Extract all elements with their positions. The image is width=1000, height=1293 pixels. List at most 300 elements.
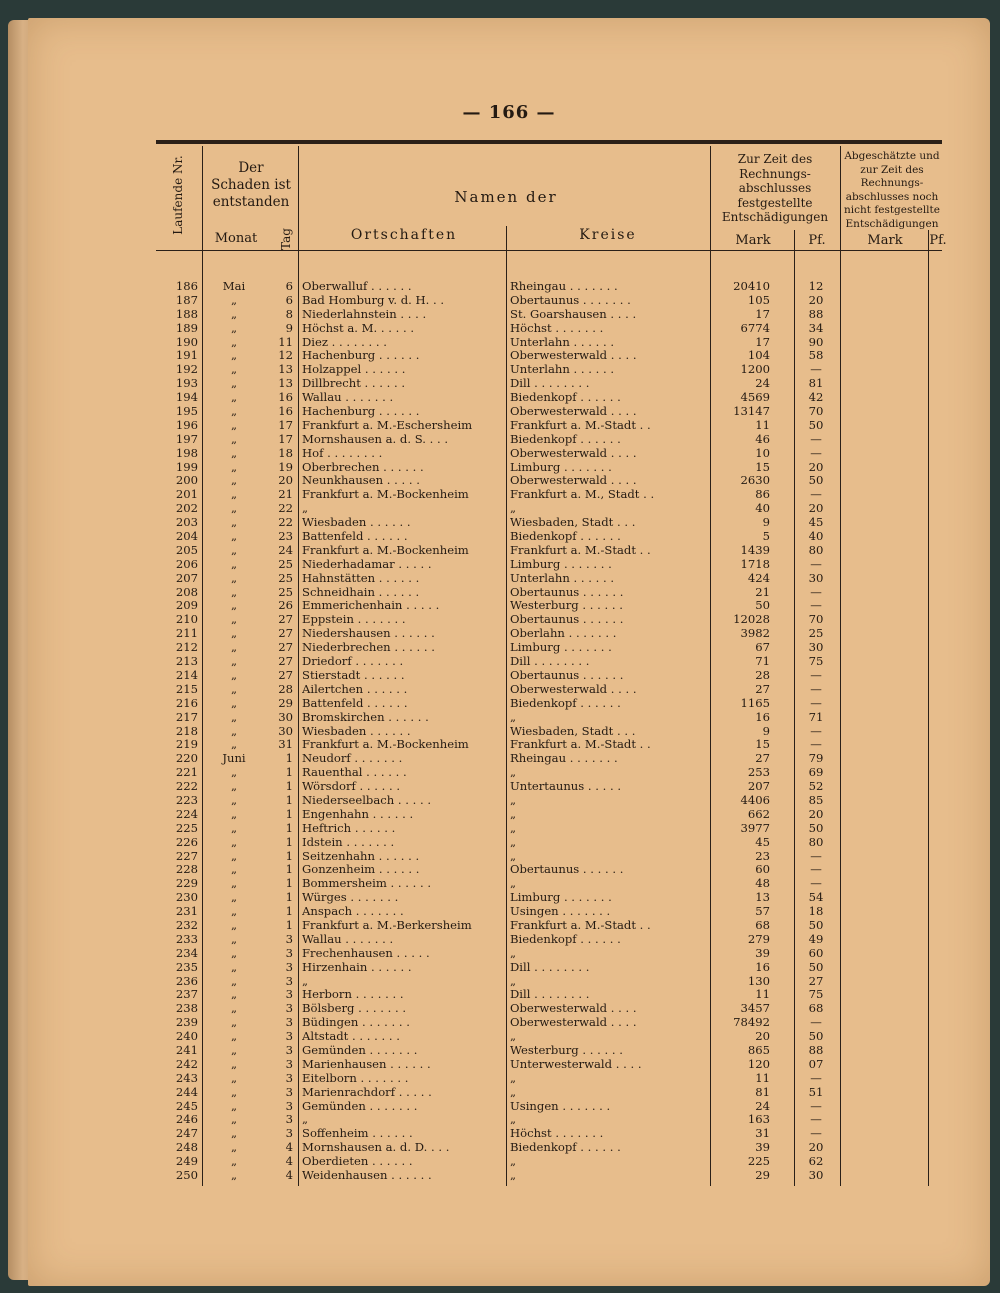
row-mark: 12028 bbox=[733, 613, 770, 627]
row-number: 215 bbox=[175, 682, 198, 696]
row-pfennig: 69 bbox=[808, 766, 824, 780]
row-district: Dill . . . . . . . . bbox=[510, 377, 590, 391]
row-town: Hachenburg . . . . . . bbox=[302, 405, 420, 419]
row-month: „ bbox=[230, 668, 237, 682]
header-districts: Kreise bbox=[579, 227, 637, 243]
table-row bbox=[156, 947, 942, 961]
row-town: Soffenheim . . . . . . bbox=[302, 1127, 413, 1141]
row-day: 25 bbox=[278, 571, 293, 585]
row-number: 223 bbox=[175, 793, 198, 807]
row-pfennig: 12 bbox=[808, 280, 824, 293]
row-day: 27 bbox=[278, 627, 293, 641]
row-mark: 11 bbox=[755, 988, 770, 1002]
row-month: „ bbox=[230, 488, 237, 502]
table-row bbox=[156, 336, 942, 350]
row-number: 227 bbox=[175, 849, 198, 863]
row-pfennig: 80 bbox=[808, 835, 824, 849]
row-town: Wallau . . . . . . . bbox=[302, 391, 394, 405]
row-mark: 424 bbox=[747, 571, 770, 585]
table-row bbox=[156, 1100, 942, 1114]
table-row bbox=[156, 711, 942, 725]
row-mark: 29 bbox=[755, 1169, 770, 1182]
row-number: 201 bbox=[175, 488, 198, 502]
row-district: Oberwesterwald . . . . bbox=[510, 405, 637, 419]
row-day: 4 bbox=[285, 1141, 293, 1155]
row-month: „ bbox=[230, 682, 237, 696]
row-district: Rheingau . . . . . . . bbox=[510, 752, 618, 766]
row-district: „ bbox=[510, 793, 517, 807]
header-names-of: Namen der bbox=[454, 188, 558, 206]
row-mark: 27 bbox=[755, 752, 770, 766]
row-town: Frankfurt a. M.-Bockenheim bbox=[302, 543, 469, 557]
row-day: 1 bbox=[285, 766, 293, 780]
row-day: 25 bbox=[278, 585, 293, 599]
row-day: 1 bbox=[285, 821, 293, 835]
row-month: Mai bbox=[222, 280, 246, 293]
row-day: 3 bbox=[285, 1085, 293, 1099]
row-pfennig: 50 bbox=[808, 418, 824, 432]
row-day: 3 bbox=[285, 1127, 293, 1141]
header-towns: Ortschaften bbox=[350, 227, 458, 243]
row-town: Neunkhausen . . . . . bbox=[302, 474, 420, 488]
table-row bbox=[156, 405, 942, 419]
row-month: „ bbox=[230, 988, 237, 1002]
row-mark: 279 bbox=[747, 932, 770, 946]
row-district: Limburg . . . . . . . bbox=[510, 641, 612, 655]
row-pfennig: — bbox=[810, 849, 822, 863]
row-number: 221 bbox=[175, 766, 198, 780]
row-district: Rheingau . . . . . . . bbox=[510, 280, 618, 293]
row-number: 246 bbox=[175, 1113, 198, 1127]
row-pfennig: 81 bbox=[808, 377, 824, 391]
header-month: Monat bbox=[214, 231, 258, 246]
row-mark: 71 bbox=[755, 655, 770, 669]
row-district: „ bbox=[510, 502, 517, 516]
row-number: 214 bbox=[175, 668, 198, 682]
row-number: 238 bbox=[175, 1002, 198, 1016]
row-pfennig: 75 bbox=[808, 988, 824, 1002]
row-month: „ bbox=[230, 293, 237, 307]
row-day: 1 bbox=[285, 752, 293, 766]
row-day: 6 bbox=[285, 293, 293, 307]
row-district: St. Goarshausen . . . . bbox=[510, 307, 637, 321]
row-pfennig: 88 bbox=[808, 307, 824, 321]
row-mark: 48 bbox=[755, 877, 770, 891]
row-day: 20 bbox=[278, 474, 293, 488]
row-town: Wallau . . . . . . . bbox=[302, 932, 394, 946]
row-town: Niederseelbach . . . . . bbox=[302, 793, 432, 807]
table-row bbox=[156, 349, 942, 363]
row-mark: 4569 bbox=[740, 391, 770, 405]
row-day: 6 bbox=[285, 280, 293, 293]
table-row bbox=[156, 627, 942, 641]
row-number: 194 bbox=[175, 391, 198, 405]
row-pfennig: 30 bbox=[808, 641, 824, 655]
table-row bbox=[156, 780, 942, 794]
row-day: 1 bbox=[285, 877, 293, 891]
row-town: Bromskirchen . . . . . . bbox=[302, 710, 429, 724]
row-day: 1 bbox=[285, 849, 293, 863]
document-page bbox=[28, 18, 990, 1286]
table-row bbox=[156, 488, 942, 502]
row-pfennig: — bbox=[810, 1099, 822, 1113]
row-district: Wiesbaden, Stadt . . . bbox=[510, 724, 636, 738]
row-number: 189 bbox=[175, 321, 198, 335]
table-row bbox=[156, 808, 942, 822]
header-estimated-compensation: Abgeschätzte und zur Zeit des Rechnungs-abschlusses noch nicht festgestellte Entschädigungen bbox=[844, 150, 940, 230]
row-number: 197 bbox=[175, 432, 198, 446]
row-district: Usingen . . . . . . . bbox=[510, 1099, 611, 1113]
row-day: 27 bbox=[278, 613, 293, 627]
row-day: 1 bbox=[285, 807, 293, 821]
table-row bbox=[156, 1016, 942, 1030]
row-number: 217 bbox=[175, 710, 198, 724]
table-row bbox=[156, 641, 942, 655]
row-town: Würges . . . . . . . bbox=[302, 891, 399, 905]
row-pfennig: 30 bbox=[808, 1169, 824, 1182]
table-row bbox=[156, 905, 942, 919]
row-pfennig: 75 bbox=[808, 655, 824, 669]
row-number: 230 bbox=[175, 891, 198, 905]
top-rule bbox=[156, 140, 942, 144]
row-district: Frankfurt a. M.-Stadt . . bbox=[510, 418, 651, 432]
row-district: Höchst . . . . . . . bbox=[510, 1127, 604, 1141]
row-month: „ bbox=[230, 1057, 237, 1071]
row-month: „ bbox=[230, 932, 237, 946]
row-district: Dill . . . . . . . . bbox=[510, 988, 590, 1002]
row-town: Gemünden . . . . . . . bbox=[302, 1099, 418, 1113]
row-day: 3 bbox=[285, 946, 293, 960]
table-row bbox=[156, 433, 942, 447]
row-town: Neudorf . . . . . . . bbox=[302, 752, 403, 766]
row-number: 222 bbox=[175, 780, 198, 794]
row-month: „ bbox=[230, 905, 237, 919]
row-month: „ bbox=[230, 557, 237, 571]
table-row bbox=[156, 516, 942, 530]
row-day: 27 bbox=[278, 655, 293, 669]
row-town: Büdingen . . . . . . . bbox=[302, 1016, 410, 1030]
row-month: „ bbox=[230, 1030, 237, 1044]
row-number: 193 bbox=[175, 377, 198, 391]
row-pfennig: — bbox=[810, 682, 822, 696]
table-row bbox=[156, 294, 942, 308]
table-row bbox=[156, 599, 942, 613]
table-row bbox=[156, 447, 942, 461]
row-month: „ bbox=[230, 655, 237, 669]
row-day: 1 bbox=[285, 891, 293, 905]
row-day: 11 bbox=[278, 335, 293, 349]
row-number: 235 bbox=[175, 960, 198, 974]
table-row bbox=[156, 933, 942, 947]
table-row bbox=[156, 891, 942, 905]
row-day: 3 bbox=[285, 1099, 293, 1113]
row-pfennig: — bbox=[810, 668, 822, 682]
row-number: 213 bbox=[175, 655, 198, 669]
row-town: Höchst a. M. . . . . . bbox=[302, 321, 415, 335]
table-row bbox=[156, 1072, 942, 1086]
row-town: Wiesbaden . . . . . . bbox=[302, 516, 411, 530]
row-day: 17 bbox=[278, 418, 293, 432]
row-district: Obertaunus . . . . . . bbox=[510, 585, 624, 599]
row-mark: 3977 bbox=[740, 821, 770, 835]
row-mark: 68 bbox=[755, 918, 770, 932]
row-district: „ bbox=[510, 1155, 517, 1169]
row-mark: 5 bbox=[762, 530, 770, 544]
row-mark: 28 bbox=[755, 668, 770, 682]
row-pfennig: 25 bbox=[808, 627, 824, 641]
row-day: 17 bbox=[278, 432, 293, 446]
row-pfennig: — bbox=[810, 863, 822, 877]
row-pfennig: 58 bbox=[808, 349, 824, 363]
row-number: 210 bbox=[175, 613, 198, 627]
row-mark: 40 bbox=[755, 502, 770, 516]
row-number: 243 bbox=[175, 1071, 198, 1085]
row-month: „ bbox=[230, 1141, 237, 1155]
row-month: „ bbox=[230, 835, 237, 849]
table-row bbox=[156, 308, 942, 322]
row-number: 205 bbox=[175, 543, 198, 557]
row-day: 9 bbox=[285, 321, 293, 335]
row-town: Rauenthal . . . . . . bbox=[302, 766, 407, 780]
table-row bbox=[156, 391, 942, 405]
table-row bbox=[156, 530, 942, 544]
row-month: „ bbox=[230, 585, 237, 599]
row-mark: 6774 bbox=[740, 321, 770, 335]
row-mark: 105 bbox=[747, 293, 770, 307]
row-district: Frankfurt a. M., Stadt . . bbox=[510, 488, 655, 502]
row-pfennig: 07 bbox=[808, 1057, 824, 1071]
row-day: 3 bbox=[285, 1113, 293, 1127]
row-month: „ bbox=[230, 738, 237, 752]
row-district: Limburg . . . . . . . bbox=[510, 557, 612, 571]
row-pfennig: 50 bbox=[808, 1030, 824, 1044]
table-row bbox=[156, 1044, 942, 1058]
row-district: Obertaunus . . . . . . bbox=[510, 863, 624, 877]
row-month: „ bbox=[230, 1099, 237, 1113]
row-month: „ bbox=[230, 891, 237, 905]
header-day: Tag bbox=[279, 228, 293, 250]
row-district: „ bbox=[510, 766, 517, 780]
row-day: 25 bbox=[278, 557, 293, 571]
row-day: 3 bbox=[285, 1030, 293, 1044]
row-mark: 46 bbox=[755, 432, 770, 446]
row-district: Frankfurt a. M.-Stadt . . bbox=[510, 543, 651, 557]
row-number: 203 bbox=[175, 516, 198, 530]
row-mark: 10 bbox=[755, 446, 770, 460]
row-month: „ bbox=[230, 807, 237, 821]
row-town: Wiesbaden . . . . . . bbox=[302, 724, 411, 738]
row-number: 226 bbox=[175, 835, 198, 849]
row-number: 216 bbox=[175, 696, 198, 710]
row-day: 30 bbox=[278, 724, 293, 738]
row-town: Gonzenheim . . . . . . bbox=[302, 863, 420, 877]
row-district: „ bbox=[510, 1085, 517, 1099]
row-month: „ bbox=[230, 391, 237, 405]
row-mark: 3457 bbox=[740, 1002, 770, 1016]
row-number: 187 bbox=[175, 293, 198, 307]
row-day: 22 bbox=[278, 516, 293, 530]
row-month: „ bbox=[230, 696, 237, 710]
row-number: 249 bbox=[175, 1155, 198, 1169]
table-row bbox=[156, 725, 942, 739]
row-district: Oberwesterwald . . . . bbox=[510, 349, 637, 363]
row-number: 198 bbox=[175, 446, 198, 460]
row-mark: 39 bbox=[755, 1141, 770, 1155]
row-month: „ bbox=[230, 974, 237, 988]
row-mark: 9 bbox=[762, 516, 770, 530]
table-row bbox=[156, 822, 942, 836]
row-district: „ bbox=[510, 946, 517, 960]
row-month: „ bbox=[230, 530, 237, 544]
row-town: Marienhausen . . . . . . bbox=[302, 1057, 431, 1071]
row-pfennig: — bbox=[810, 585, 822, 599]
row-month: „ bbox=[230, 1127, 237, 1141]
header-mark-estimated: Mark bbox=[867, 233, 903, 248]
row-town: Gemünden . . . . . . . bbox=[302, 1043, 418, 1057]
table-row bbox=[156, 1127, 942, 1141]
table-row bbox=[156, 1113, 942, 1127]
row-day: 3 bbox=[285, 1043, 293, 1057]
row-pfennig: 80 bbox=[808, 543, 824, 557]
row-mark: 17 bbox=[755, 335, 770, 349]
row-mark: 4406 bbox=[740, 793, 770, 807]
row-town: Schneidhain . . . . . . bbox=[302, 585, 420, 599]
row-mark: 225 bbox=[747, 1155, 770, 1169]
row-pfennig: 90 bbox=[808, 335, 824, 349]
row-pfennig: 20 bbox=[808, 460, 824, 474]
row-number: 236 bbox=[175, 974, 198, 988]
row-mark: 163 bbox=[747, 1113, 770, 1127]
row-town: Niederbrechen . . . . . . bbox=[302, 641, 435, 655]
table-row bbox=[156, 1169, 942, 1183]
row-month: „ bbox=[230, 1071, 237, 1085]
row-mark: 9 bbox=[762, 724, 770, 738]
row-month: „ bbox=[230, 1085, 237, 1099]
row-pfennig: 20 bbox=[808, 502, 824, 516]
table-row bbox=[156, 961, 942, 975]
table-row bbox=[156, 558, 942, 572]
row-pfennig: 68 bbox=[808, 1002, 824, 1016]
row-number: 218 bbox=[175, 724, 198, 738]
row-mark: 130 bbox=[747, 974, 770, 988]
table-row bbox=[156, 322, 942, 336]
row-town: Oberwalluf . . . . . . bbox=[302, 280, 412, 293]
row-mark: 3982 bbox=[740, 627, 770, 641]
row-mark: 50 bbox=[755, 599, 770, 613]
table-row bbox=[156, 975, 942, 989]
row-town: Anspach . . . . . . . bbox=[302, 905, 404, 919]
row-district: „ bbox=[510, 821, 517, 835]
row-number: 199 bbox=[175, 460, 198, 474]
row-district: Biedenkopf . . . . . . bbox=[510, 1141, 621, 1155]
row-number: 237 bbox=[175, 988, 198, 1002]
row-number: 232 bbox=[175, 918, 198, 932]
row-month: „ bbox=[230, 516, 237, 530]
row-number: 224 bbox=[175, 807, 198, 821]
row-pfennig: 18 bbox=[808, 905, 824, 919]
row-town: Stierstadt . . . . . . bbox=[302, 668, 405, 682]
row-day: 24 bbox=[278, 543, 293, 557]
row-day: 30 bbox=[278, 710, 293, 724]
row-district: Oberlahn . . . . . . . bbox=[510, 627, 617, 641]
row-district: Unterlahn . . . . . . bbox=[510, 335, 615, 349]
row-district: Oberwesterwald . . . . bbox=[510, 1016, 637, 1030]
row-month: „ bbox=[230, 405, 237, 419]
row-month: „ bbox=[230, 724, 237, 738]
row-district: „ bbox=[510, 1169, 517, 1182]
row-pfennig: 45 bbox=[808, 516, 824, 530]
row-number: 186 bbox=[175, 280, 198, 293]
row-district: Frankfurt a. M.-Stadt . . bbox=[510, 918, 651, 932]
row-district: „ bbox=[510, 807, 517, 821]
row-number: 207 bbox=[175, 571, 198, 585]
row-mark: 78492 bbox=[733, 1016, 770, 1030]
row-number: 239 bbox=[175, 1016, 198, 1030]
row-month: „ bbox=[230, 307, 237, 321]
row-number: 219 bbox=[175, 738, 198, 752]
row-town: Marienrachdorf . . . . . bbox=[302, 1085, 432, 1099]
row-number: 250 bbox=[175, 1169, 198, 1182]
row-pfennig: 88 bbox=[808, 1043, 824, 1057]
row-month: „ bbox=[230, 446, 237, 460]
row-town: Mornshausen a. d. D. . . . bbox=[302, 1141, 450, 1155]
row-day: 1 bbox=[285, 905, 293, 919]
row-mark: 16 bbox=[755, 960, 770, 974]
table-row bbox=[156, 1002, 942, 1016]
row-month: „ bbox=[230, 1155, 237, 1169]
table-row bbox=[156, 752, 942, 766]
row-pfennig: — bbox=[810, 724, 822, 738]
row-day: 4 bbox=[285, 1169, 293, 1182]
row-month: „ bbox=[230, 543, 237, 557]
row-pfennig: 62 bbox=[808, 1155, 824, 1169]
row-number: 248 bbox=[175, 1141, 198, 1155]
row-day: 3 bbox=[285, 960, 293, 974]
row-day: 27 bbox=[278, 641, 293, 655]
row-district: „ bbox=[510, 835, 517, 849]
row-month: „ bbox=[230, 460, 237, 474]
row-mark: 11 bbox=[755, 418, 770, 432]
row-pfennig: 40 bbox=[808, 530, 824, 544]
row-mark: 24 bbox=[755, 377, 770, 391]
row-town: Frankfurt a. M.-Eschersheim bbox=[302, 418, 473, 432]
row-town: Frechenhausen . . . . . bbox=[302, 946, 430, 960]
row-month: „ bbox=[230, 502, 237, 516]
row-day: 13 bbox=[278, 377, 293, 391]
row-mark: 16 bbox=[755, 710, 770, 724]
row-number: 242 bbox=[175, 1057, 198, 1071]
table-row bbox=[156, 1030, 942, 1044]
row-mark: 15 bbox=[755, 738, 770, 752]
row-day: 3 bbox=[285, 1057, 293, 1071]
row-number: 247 bbox=[175, 1127, 198, 1141]
row-day: 1 bbox=[285, 780, 293, 794]
table-row bbox=[156, 363, 942, 377]
row-pfennig: 42 bbox=[808, 391, 824, 405]
row-mark: 253 bbox=[747, 766, 770, 780]
row-town: Holzappel . . . . . . bbox=[302, 363, 406, 377]
row-town: Hahnstätten . . . . . . bbox=[302, 571, 420, 585]
row-town: Frankfurt a. M.-Bockenheim bbox=[302, 738, 469, 752]
row-month: „ bbox=[230, 793, 237, 807]
row-day: 1 bbox=[285, 835, 293, 849]
row-district: „ bbox=[510, 849, 517, 863]
row-month: „ bbox=[230, 1016, 237, 1030]
row-mark: 104 bbox=[747, 349, 770, 363]
table-row bbox=[156, 1155, 942, 1169]
row-day: 3 bbox=[285, 988, 293, 1002]
row-town: Bad Homburg v. d. H. . . bbox=[302, 293, 445, 307]
